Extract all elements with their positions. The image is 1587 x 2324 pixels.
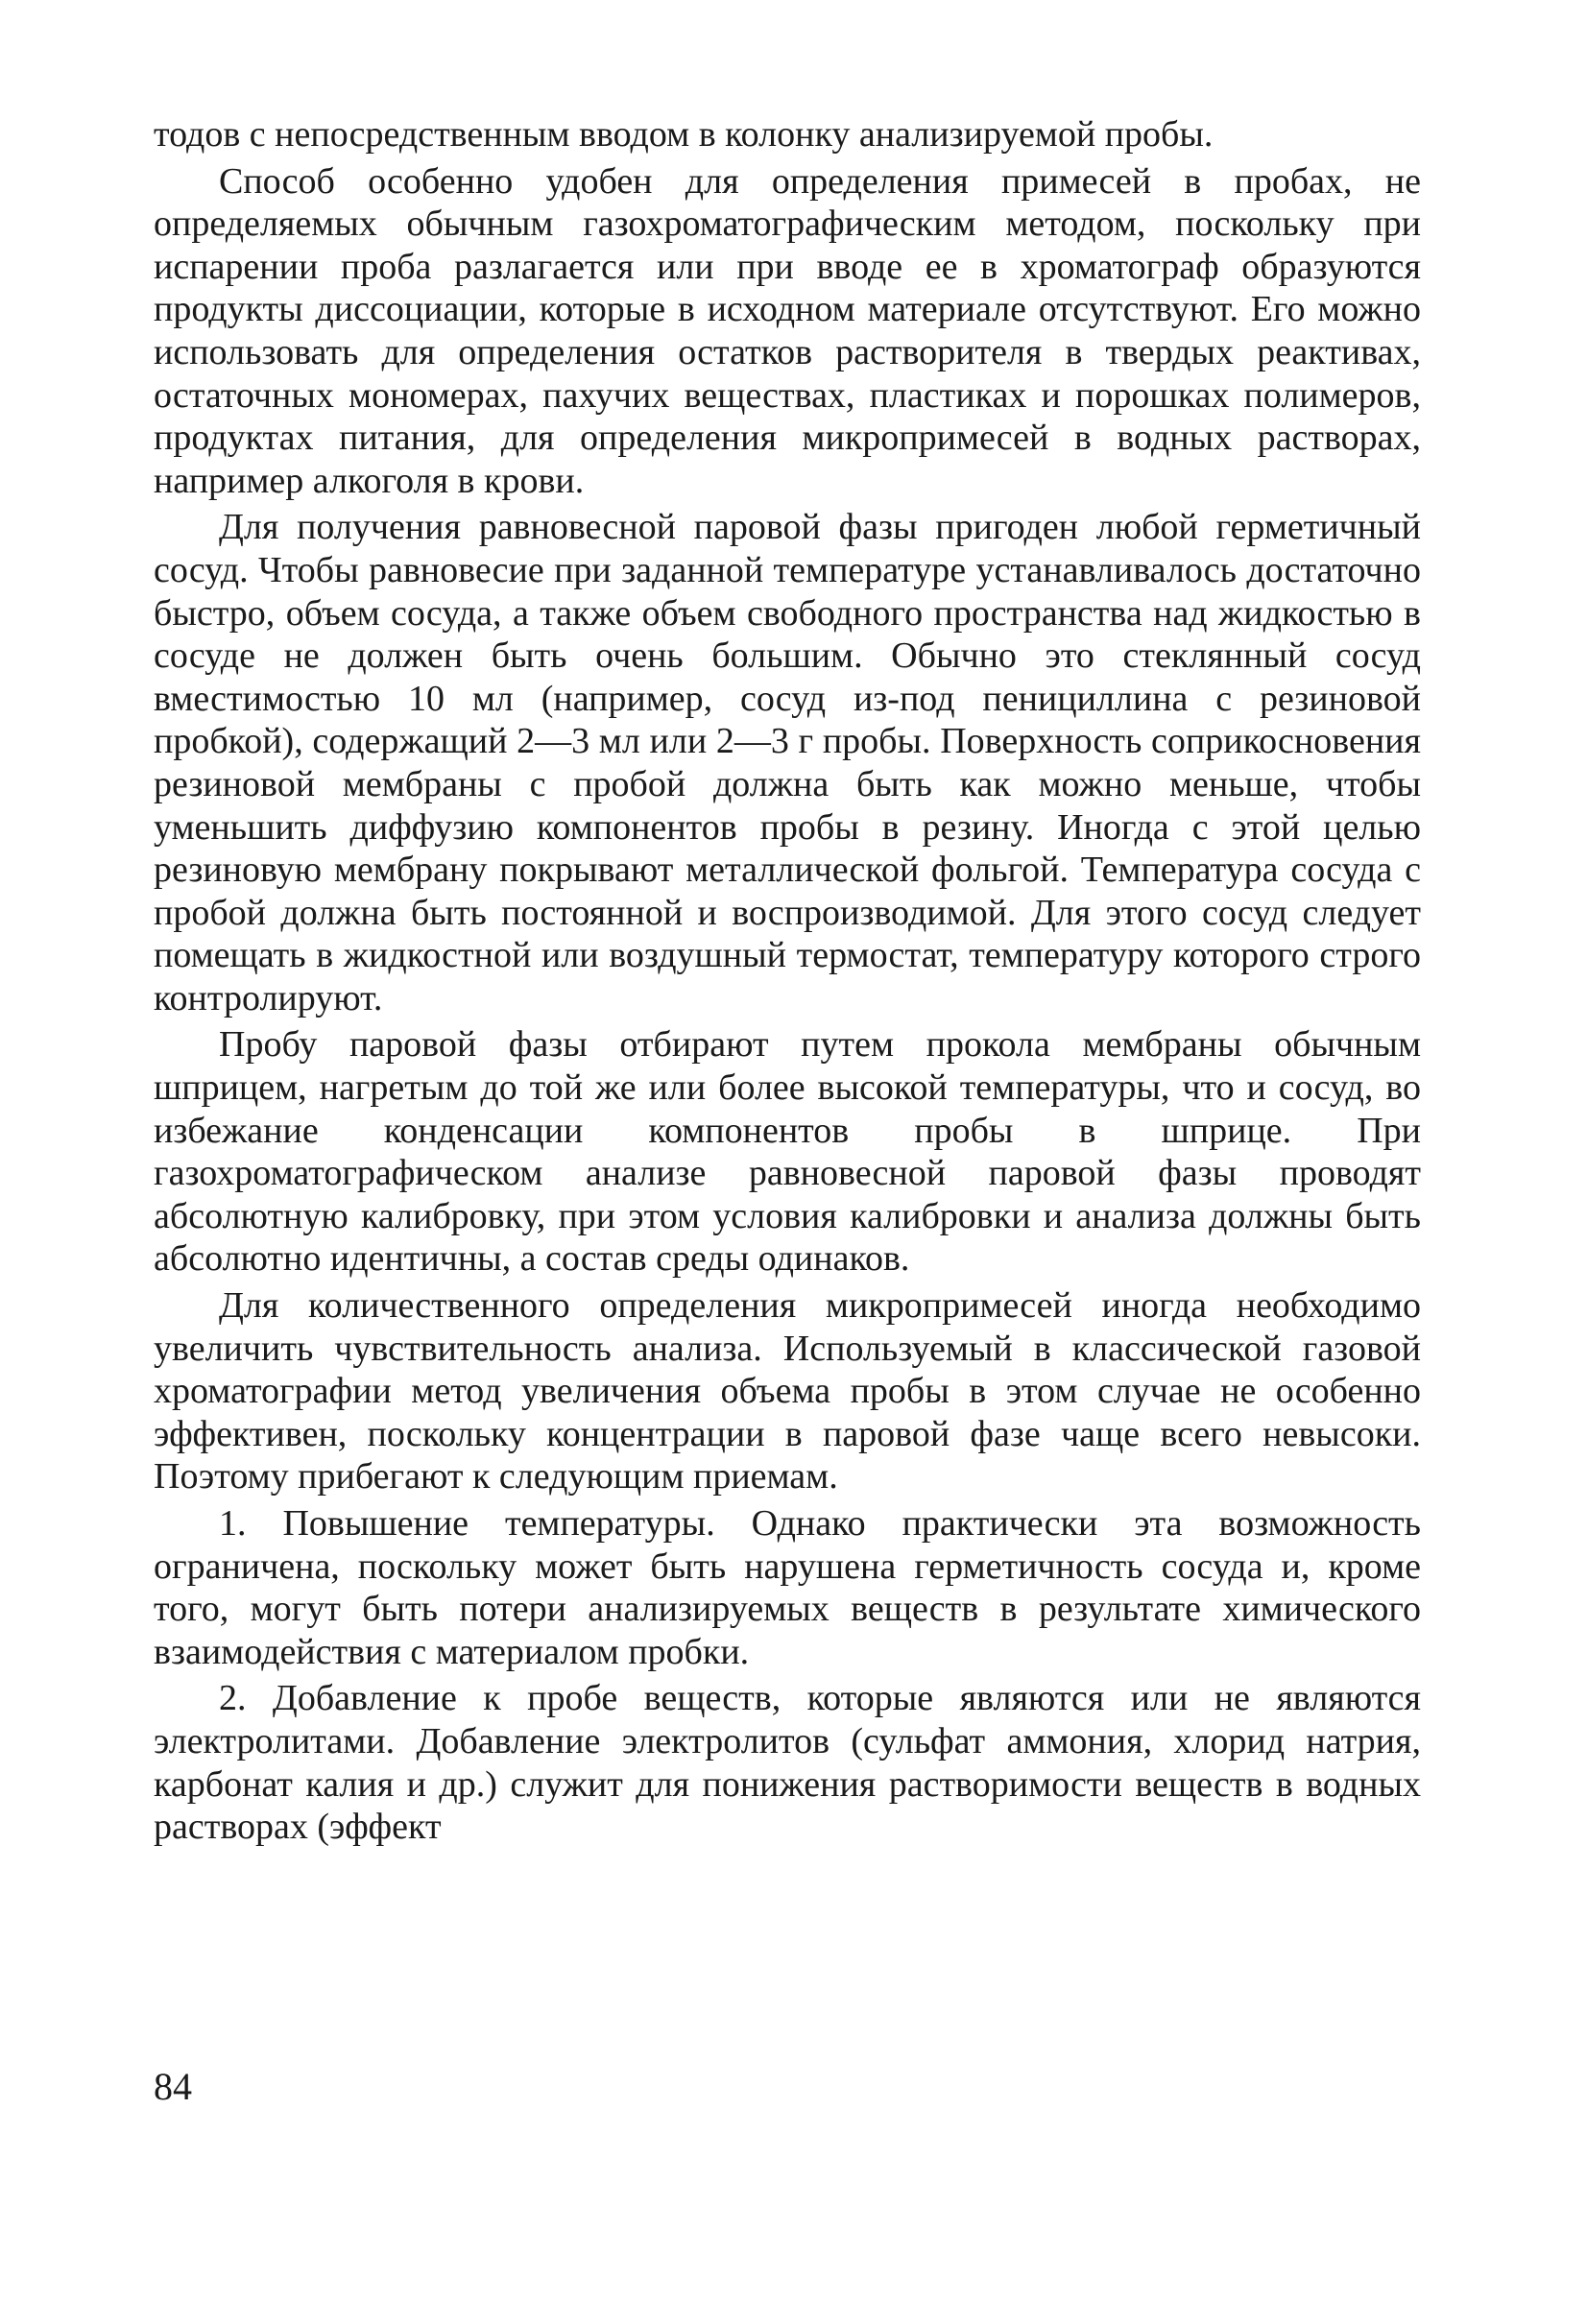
- list-item-temperature: 1. Повышение температуры. Однако практически эта возможность ограничена, поскольку может быть нарушена герметичность сосуда и, кроме того, могут быть потери анализируемых веществ в результате химического взаимодействия с материалом пробки.: [154, 1503, 1421, 1672]
- paragraph-continuation: тодов с непосредственным вводом в колонку анализируемой пробы.: [154, 114, 1214, 155]
- page-number: 84: [154, 2065, 192, 2108]
- page-body: [154, 113, 1421, 1849]
- paragraph-method-advantages: Способ особенно удобен для определения примесей в пробах, не определяемых обычным газохроматографическим методом, поскольку при испарении проба разлагается или при вводе ее в хроматограф образуются продукты диссоциации, которые в исходном материале отсутствуют. Его можно использовать для определения остатков растворителя в твердых реактивах, остаточных мономерах, пахучих веществах, пластиках и порошках полимеров, продуктах питания, для определения микропримесей в водных растворах, например алкоголя в крови.: [154, 160, 1421, 501]
- list-item-additives: 2. Добавление к пробе веществ, которые являются или не являются электролитами. Добавление электролитов (сульфат аммония, хлорид натрия, карбонат калия и др.) служит для понижения растворимости веществ в водных растворах (эффект: [154, 1678, 1421, 1848]
- paragraph-vapor-sampling: Пробу паровой фазы отбирают путем прокола мембраны обычным шприцем, нагретым до той же или более высокой температуры, что и сосуд, во избежание конденсации компонентов пробы в шприце. При газохроматографическом анализе равновесной паровой фазы проводят абсолютную калибровку, при этом условия калибровки и анализа должны быть абсолютно идентичны, а состав среды одинаков.: [154, 1024, 1421, 1280]
- paragraph-sensitivity: Для количественного определения микропримесей иногда необходимо увеличить чувствительность анализа. Используемый в классической газовой хроматографии метод увеличения объема пробы в этом случае не особенно эффективен, поскольку концентрации в паровой фазе чаще всего невысоки. Поэтому прибегают к следующим приемам.: [154, 1285, 1421, 1497]
- paragraph-sample-vessel: Для получения равновесной паровой фазы пригоден любой герметичный сосуд. Чтобы равновесие при заданной температуре устанавливалось достаточно быстро, объем сосуда, а также объем свободного пространства над жидкостью в сосуде не должен быть очень большим. Обычно это стеклянный сосуд вместимостью 10 мл (например, сосуд из-под пенициллина с резиновой пробкой), содержащий 2—3 мл или 2—3 г пробы. Поверхность соприкосновения резиновой мембраны с пробой должна быть как можно меньше, чтобы уменьшить диффузию компонентов пробы в резину. Иногда с этой целью резиновую мембрану покрывают металлической фольгой. Температура сосуда с пробой должна быть постоянной и воспроизводимой. Для этого сосуд следует помещать в жидкостной или воздушный термостат, температуру которого строго контролируют.: [154, 507, 1421, 1018]
